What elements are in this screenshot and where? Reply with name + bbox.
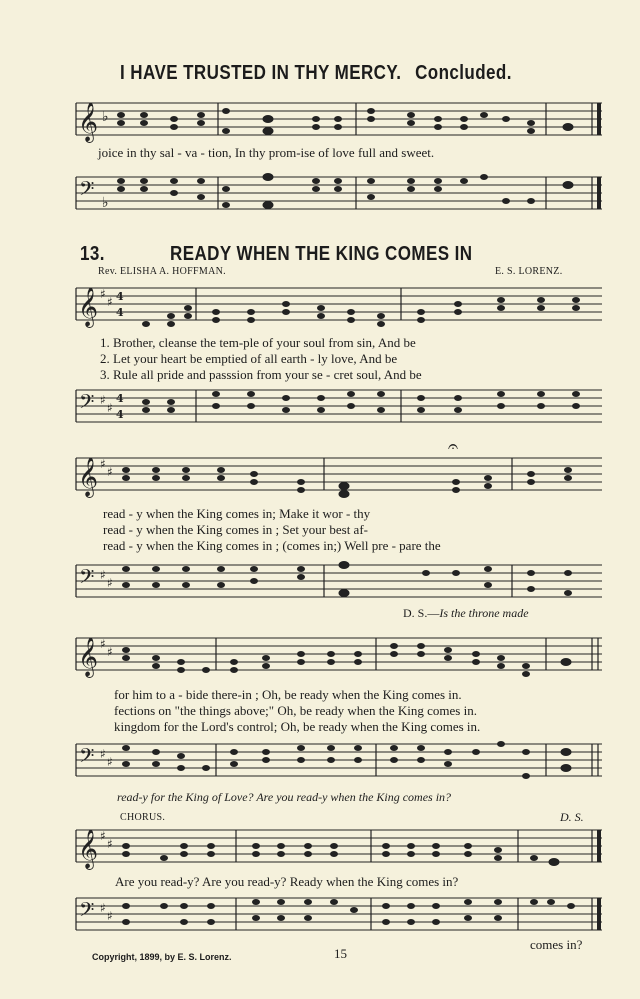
system2-treble-staff <box>76 287 604 327</box>
svg-text:♯: ♯ <box>107 909 113 923</box>
svg-text:♯: ♯ <box>100 568 106 582</box>
svg-text:♭: ♭ <box>102 109 109 125</box>
title-suffix: Concluded. <box>415 62 512 84</box>
chorus-label: CHORUS. <box>120 812 166 823</box>
system2-bass-notes <box>142 391 580 413</box>
system3-verse-2: read - y when the King comes in ; Set your best af- <box>103 522 368 537</box>
system3-bass-staff <box>76 565 604 599</box>
ds-text: Is the throne made <box>439 606 529 620</box>
svg-text:♯: ♯ <box>100 457 106 471</box>
svg-text:♯: ♯ <box>107 401 113 415</box>
svg-text:♯: ♯ <box>107 755 113 769</box>
hymn-author: Rev. ELISHA A. HOFFMAN. <box>98 266 226 277</box>
system1-bass-staff <box>76 177 604 211</box>
svg-text:♭: ♭ <box>102 195 109 211</box>
system3-bass-notes <box>122 562 572 597</box>
svg-text:♯: ♯ <box>107 295 113 309</box>
system2-verse-3: 3. Rule all pride and passsion from your se - cret soul, And be <box>100 367 422 382</box>
system5-bass-notes <box>122 899 575 925</box>
page-number: 15 <box>334 946 347 961</box>
svg-text:𝄞: 𝄞 <box>78 287 99 327</box>
page-title <box>120 62 512 85</box>
svg-text:♯: ♯ <box>100 393 106 407</box>
system3-treble-staff <box>76 457 604 497</box>
system5-lyrics: Are you read-y? Are you read-y? Ready when the King comes in? <box>115 874 459 889</box>
system4-treble-staff <box>76 637 604 677</box>
svg-text:♯: ♯ <box>107 837 113 851</box>
system3-verse-3: read - y when the King comes in ; (comes in;) Well pre - pare the <box>103 538 441 553</box>
svg-text:𝄢: 𝄢 <box>79 177 95 205</box>
system2-verse-2: 2. Let your heart be emptied of all earth - ly love, And be <box>100 351 398 366</box>
ds-line-bottom: read-y for the King of Love? Are you read-y when the King comes in? <box>117 790 452 804</box>
ds-line-top <box>403 606 529 621</box>
svg-text:𝄢: 𝄢 <box>79 390 95 418</box>
svg-text:𝄞: 𝄞 <box>78 829 99 869</box>
system1-bass-notes <box>117 174 573 209</box>
system1-treble-notes <box>117 108 573 135</box>
system1-lyrics: joice in thy sal - va - tion, In thy prom-ise of love full and sweet. <box>98 145 435 160</box>
system5-treble-staff <box>76 829 604 869</box>
svg-text:𝄢: 𝄢 <box>79 565 95 593</box>
system4-verse-2: fections on "the things above;" Oh, be ready when the King comes in. <box>114 703 477 718</box>
hymn-composer: E. S. LORENZ. <box>495 266 563 277</box>
svg-text:♯: ♯ <box>100 287 106 301</box>
system4-treble-notes <box>122 643 571 677</box>
hymn-title: READY WHEN THE KING COMES IN <box>170 243 473 265</box>
system4-verse-1: for him to a - bide there-in ; Oh, be ready when the King comes in. <box>114 687 462 702</box>
system2-bass-staff <box>76 390 604 424</box>
ds-mark: D. S. <box>560 810 584 824</box>
system5-tail-lyric: comes in? <box>530 937 583 952</box>
svg-text:4: 4 <box>116 290 124 303</box>
svg-text:4: 4 <box>116 408 124 421</box>
fermata-mark: 𝄐 <box>448 436 459 456</box>
svg-text:𝄞: 𝄞 <box>78 457 99 497</box>
system4-verse-3: kingdom for the Lord's control; Oh, be ready when the King comes in. <box>114 719 481 734</box>
ds-label: D. S.— <box>403 606 440 620</box>
copyright: Copyright, 1899, by E. S. Lorenz. <box>92 952 232 962</box>
svg-text:♯: ♯ <box>107 645 113 659</box>
system4-bass-staff <box>76 744 604 778</box>
title-text: I HAVE TRUSTED IN THY MERCY. <box>120 62 402 84</box>
system2-verse-1: 1. Brother, cleanse the tem-ple of your soul from sin, And be <box>100 335 416 350</box>
svg-text:𝄢: 𝄢 <box>79 898 95 926</box>
system3-verse-1: read - y when the King comes in; Make it wor - thy <box>103 506 371 521</box>
hymn-number: 13. <box>80 243 105 265</box>
svg-text:♯: ♯ <box>100 637 106 651</box>
system1-treble-staff <box>76 102 604 142</box>
svg-text:4: 4 <box>116 306 124 319</box>
svg-text:𝄞: 𝄞 <box>78 102 99 142</box>
svg-text:♯: ♯ <box>100 829 106 843</box>
svg-text:♯: ♯ <box>100 901 106 915</box>
svg-text:4: 4 <box>116 392 124 405</box>
svg-text:♯: ♯ <box>107 465 113 479</box>
svg-text:♯: ♯ <box>100 747 106 761</box>
system5-bass-staff <box>76 898 604 932</box>
svg-text:𝄞: 𝄞 <box>78 637 99 677</box>
svg-text:𝄢: 𝄢 <box>79 744 95 772</box>
svg-text:♯: ♯ <box>107 576 113 590</box>
